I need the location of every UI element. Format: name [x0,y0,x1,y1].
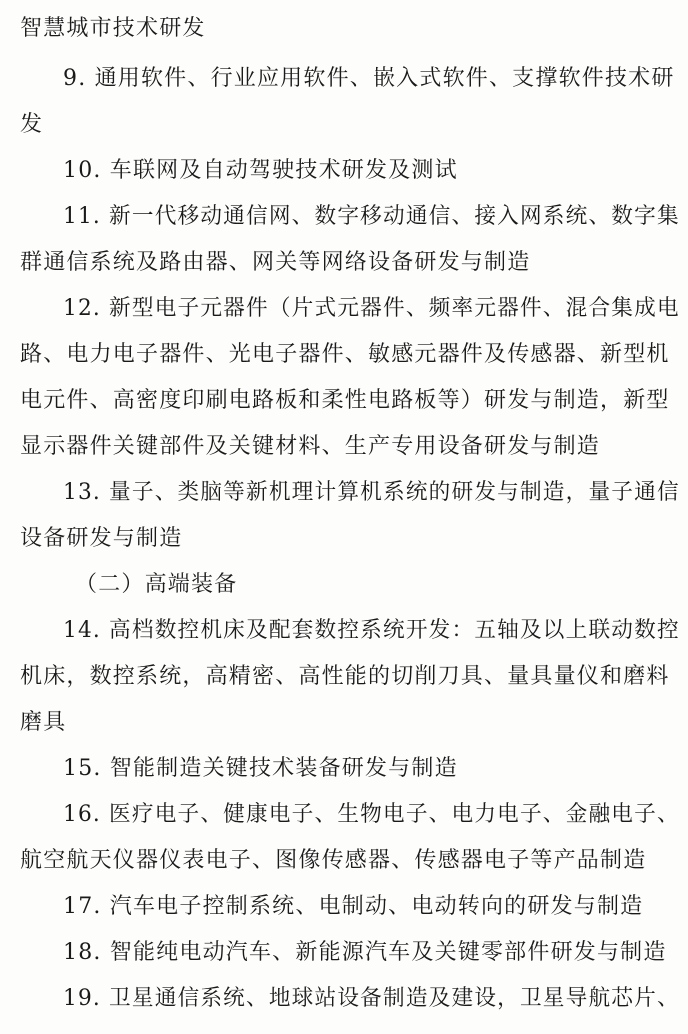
list-item-18: 18. 智能纯电动汽车、新能源汽车及关键零部件研发与制造 [63,940,667,965]
list-item-19: 19. 卫星通信系统、地球站设备制造及建设，卫星导航芯片、 [63,986,680,1011]
text-line: 磨具 [20,710,67,735]
text-line: 电元件、高密度印刷电路板和柔性电路板等）研发与制造，新型 [20,388,670,413]
list-item-16: 16. 医疗电子、健康电子、生物电子、电力电子、金融电子、 [63,802,680,827]
text-line: 智慧城市技术研发 [20,16,206,41]
list-item-17: 17. 汽车电子控制系统、电制动、电动转向的研发与制造 [63,894,644,919]
text-line: 发 [20,112,44,137]
text-line: 群通信系统及路由器、网关等网络设备研发与制造 [20,250,531,275]
list-item-13: 13. 量子、类脑等新机理计算机系统的研发与制造，量子通信 [63,480,680,505]
section-heading: （二）高端装备 [75,572,238,597]
text-line: 显示器件关键部件及关键材料、生产专用设备研发与制造 [20,434,601,459]
list-item-11: 11. 新一代移动通信网、数字移动通信、接入网系统、数字集 [63,204,680,229]
text-line: 航空航天仪器仪表电子、图像传感器、传感器电子等产品制造 [20,848,647,873]
list-item-12: 12. 新型电子元器件（片式元器件、频率元器件、混合集成电 [63,296,680,321]
text-line: 设备研发与制造 [20,526,183,551]
text-line: 机床，数控系统，高精密、高性能的切削刀具、量具量仪和磨料 [20,664,670,689]
text-line: 路、电力电子器件、光电子器件、敏感元器件及传感器、新型机 [20,342,670,367]
list-item-15: 15. 智能制造关键技术装备研发与制造 [63,756,458,781]
list-item-14: 14. 高档数控机床及配套数控系统开发：五轴及以上联动数控 [63,618,680,643]
list-item-9: 9. 通用软件、行业应用软件、嵌入式软件、支撑软件技术研 [63,66,675,91]
list-item-10: 10. 车联网及自动驾驶技术研发及测试 [63,158,458,183]
